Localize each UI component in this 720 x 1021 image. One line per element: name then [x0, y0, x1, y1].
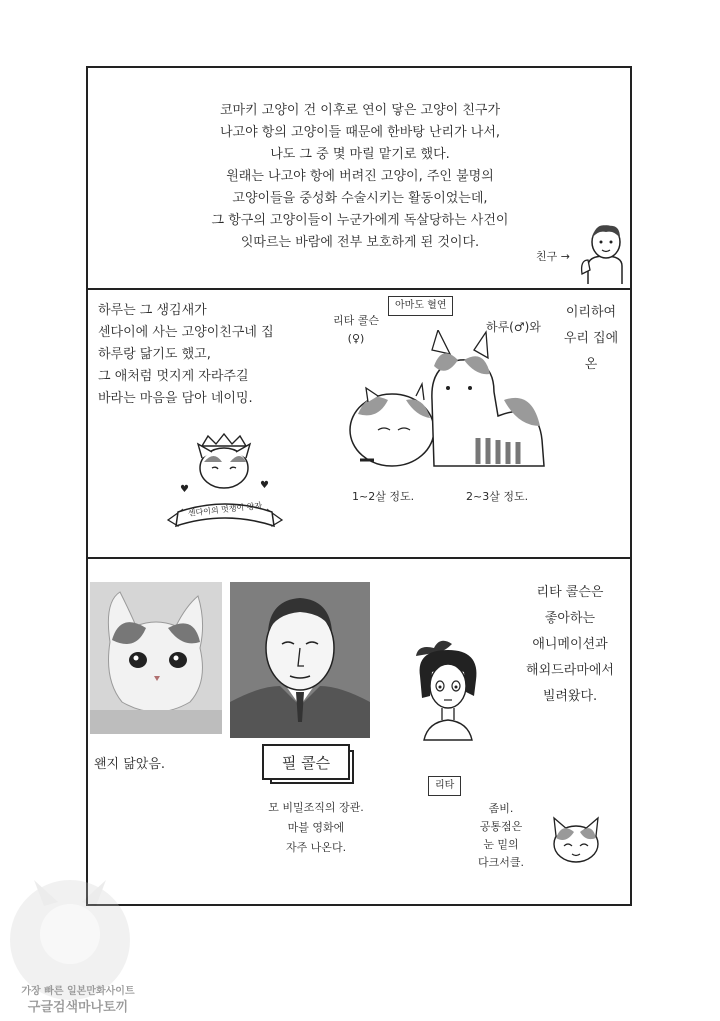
caption-line: 눈 밑의	[483, 838, 519, 851]
rita-caption	[456, 800, 546, 872]
svg-text:♥: ♥	[180, 484, 189, 495]
cat-photo	[90, 582, 222, 734]
rita-character-illustration	[406, 636, 496, 746]
narration-line: 그 애처럼 멋지게 자라주길	[98, 369, 249, 384]
rita-age: 1~2살 정도.	[352, 490, 415, 503]
small-cat-illustration	[548, 814, 604, 868]
caption-line: 공통점은	[479, 820, 523, 833]
prince-ribbon-text: 센다이의 멋쟁이 왕자	[187, 501, 263, 518]
narration-line: 그 항구의 고양이들이 누군가에게 독살당하는 사건이	[211, 213, 509, 228]
right-text-line: 해외드라마에서	[526, 663, 614, 678]
panel-divider-1	[86, 288, 632, 290]
caption-line: 모 비밀조직의 장관.	[268, 801, 364, 814]
prince-cat-illustration	[160, 432, 290, 532]
right-text-line: 리타 콜슨은	[536, 585, 604, 600]
narration-line: 잇따르는 바람에 전부 보호하게 된 것이다.	[240, 235, 480, 250]
narration-line: 고양이들을 중성화 수술시키는 활동이었는데,	[232, 191, 488, 206]
narration-line: 코마키 고양이 건 이후로 연이 닿은 고양이 친구가	[219, 103, 501, 118]
right-text-line: 온	[584, 357, 598, 372]
rita-name-tag: 리타	[428, 776, 461, 796]
narration-line: 나고야 항의 고양이들 때문에 한바탕 난리가 나서,	[219, 125, 501, 140]
watermark-line-1: 가장 빠른 일본만화사이트	[21, 986, 135, 997]
narration-line: 나도 그 중 몇 마릴 맡기로 했다.	[270, 147, 450, 162]
narration-line: 원래는 나고야 항에 버려진 고양이, 주인 불명의	[226, 169, 494, 184]
narration-line: 센다이에 사는 고양이친구네 집	[98, 325, 274, 340]
right-text-line: 빌려왔다.	[542, 689, 598, 704]
caption-line: 다크서클.	[477, 856, 524, 869]
panel-divider-2	[86, 557, 632, 559]
svg-text:♥: ♥	[260, 480, 269, 491]
rita-sex: (♀)	[347, 332, 365, 345]
friend-label: 친구 →	[536, 250, 570, 263]
caption-line: 좀비.	[488, 802, 514, 815]
panel2-narration	[98, 300, 308, 410]
panel3-right-text	[518, 580, 622, 710]
haru-label: 하루(♂)와	[486, 320, 541, 334]
relation-tag: 아마도 혈연	[388, 296, 453, 316]
right-text-line: 애니메이션과	[532, 637, 608, 652]
haru-age: 2~3살 정도.	[466, 490, 529, 503]
phil-coulson-portrait	[230, 582, 370, 738]
narration-line: 하루는 그 생김새가	[98, 303, 207, 318]
photo-caption: 왠지 닮았음.	[94, 757, 166, 772]
phil-caption	[246, 798, 386, 858]
right-text-line: 우리 집에	[563, 331, 619, 346]
rita-name: 리타 콜슨	[332, 314, 379, 327]
panel2-right-text	[556, 300, 626, 378]
phil-name-box: 필 콜슨	[262, 744, 350, 780]
caption-line: 자주 나온다.	[285, 841, 347, 854]
cats-illustration	[338, 330, 548, 480]
caption-line: 마블 영화에	[287, 821, 345, 834]
watermark-line-2: 구글검색마나토끼	[27, 1000, 129, 1015]
right-text-line: 좋아하는	[544, 611, 596, 626]
narration-line: 하루랑 닮기도 했고,	[98, 347, 211, 362]
narration-line: 바라는 마음을 담아 네이밍.	[98, 391, 253, 406]
panel1-narration	[150, 100, 570, 254]
right-text-line: 이리하여	[565, 305, 617, 320]
friend-illustration	[578, 220, 632, 286]
